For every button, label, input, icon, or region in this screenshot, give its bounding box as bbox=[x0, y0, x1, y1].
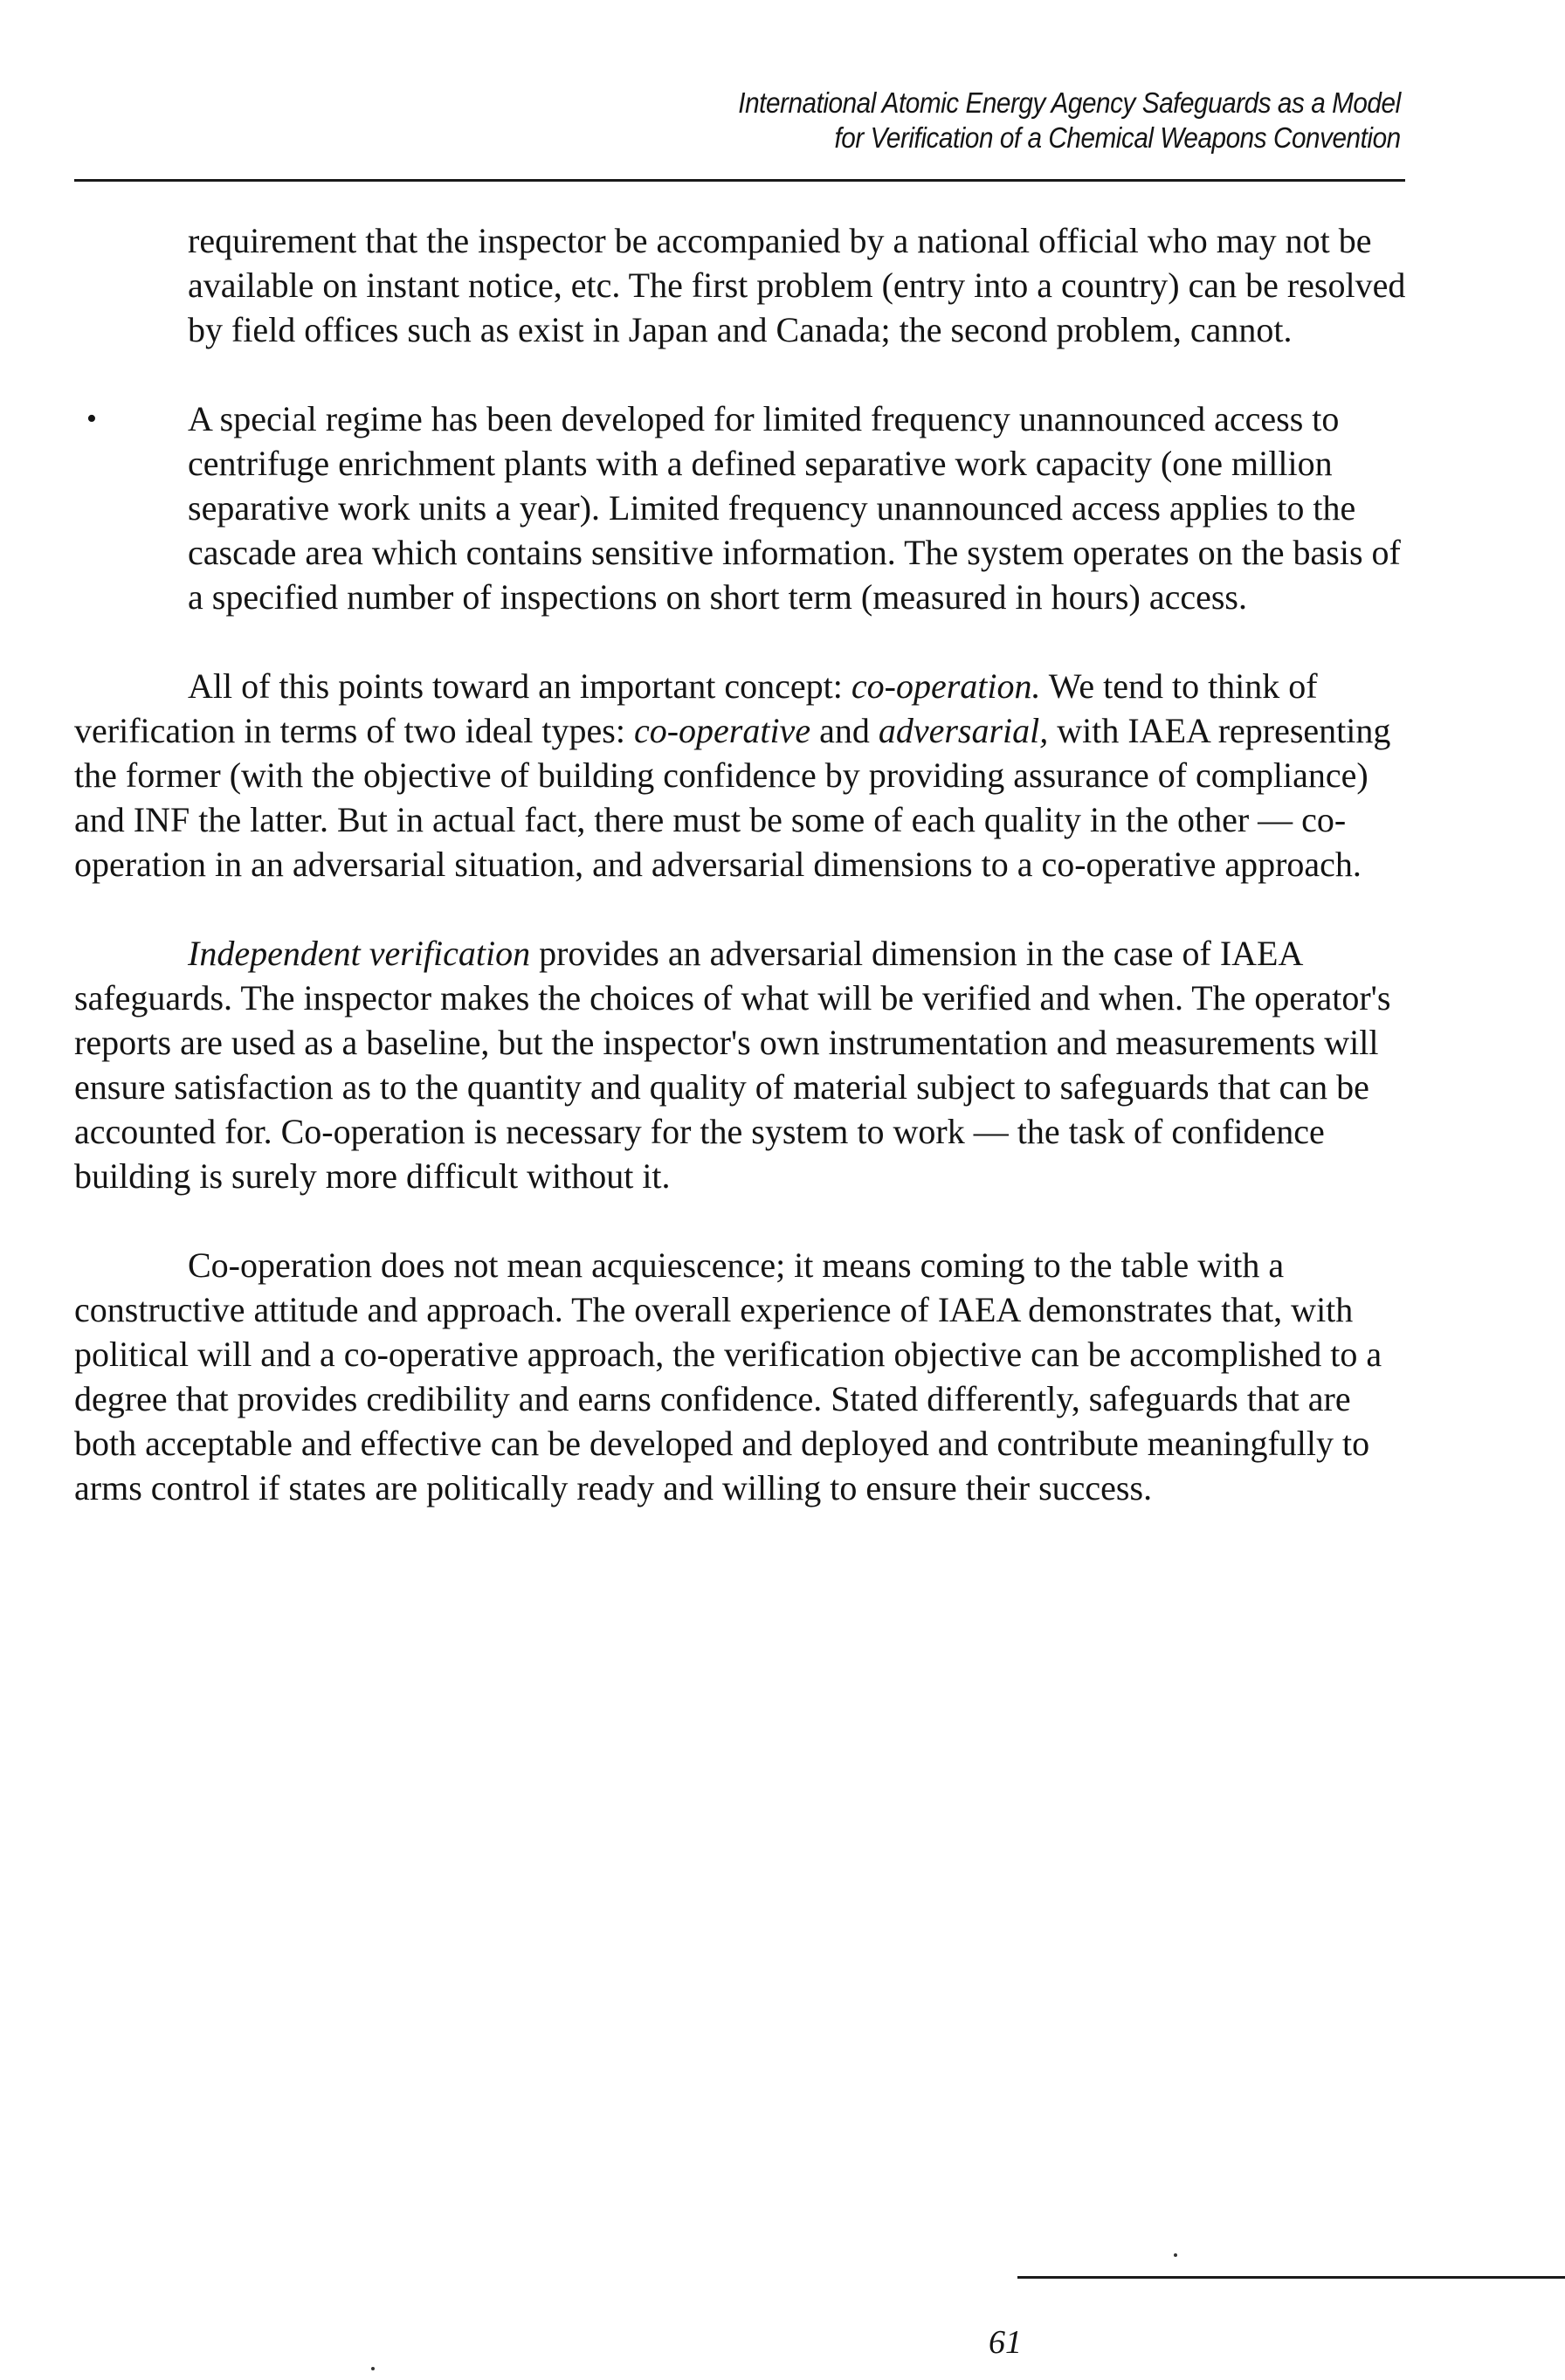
paragraph-co-operation-text-b: We tend to think of verification in terms of two ideal types: bbox=[74, 666, 1318, 750]
paragraph-co-operation-text-d: with IAEA representing the former (with the objective of building confidence by providing assurance of compliance) and INF the latter. But in actual fact, there must be some of each quality in the other — co-operation in an adversarial situation, and adversarial dimensions to a co-operative approach. bbox=[74, 711, 1391, 884]
emphasis-independent-verification: Independent verification bbox=[188, 934, 531, 973]
continuation-paragraph: requirement that the inspector be accompanied by a national official who may not be available on instant notice, etc. The first problem (entry into a country) can be resolved by field offices such as exist in Japan and Canada; the second problem, cannot. bbox=[188, 221, 1406, 349]
paragraph-co-operation-text-a: All of this points toward an important concept: bbox=[188, 666, 851, 706]
emphasis-co-operation: co-operation. bbox=[851, 666, 1041, 706]
bullet-icon: • bbox=[86, 403, 97, 435]
footer-rule bbox=[1017, 2276, 1565, 2279]
paragraph-co-operation bbox=[74, 664, 1406, 886]
emphasis-co-operative: co-operative bbox=[633, 711, 811, 750]
bullet-text: A special regime has been developed for limited frequency unannounced access to centrifuge enrichment plants with a defined separative work capacity (one million separative work units a year). Limited frequency unannounced access applies to the cascade area which contains sensitive information. The system operates on the basis of a specified number of inspections on short term (measured in hours) access. bbox=[188, 399, 1401, 617]
running-header-line-1: International Atomic Energy Agency Safeguards as a Model bbox=[738, 86, 1401, 119]
page-number: 61 bbox=[989, 2324, 1022, 2361]
scan-speck bbox=[1174, 2253, 1177, 2257]
bullet-list-item bbox=[74, 397, 1406, 619]
running-header-line-2: for Verification of a Chemical Weapons Convention bbox=[834, 121, 1401, 154]
emphasis-adversarial: adversarial, bbox=[878, 711, 1049, 750]
paragraph-independent-verification bbox=[74, 931, 1406, 1198]
paragraph-acquiescence: Co-operation does not mean acquiescence; it means coming to the table with a constructive attitude and approach. The overall experience of IAEA demonstrates that, with political will and a co-operative approach, the verification objective can be accomplished to a degree that provides credibility and earns confidence. Stated differently, safeguards that are both acceptable and effective can be developed and deployed and contribute meaningfully to arms control if states are politically ready and willing to ensure their success. bbox=[74, 1245, 1382, 1507]
running-header bbox=[739, 86, 1401, 155]
paragraph-co-operation-text-c: and bbox=[810, 711, 879, 750]
header-rule bbox=[74, 179, 1405, 182]
paragraph-independent-verification-text: provides an adversarial dimension in the case of IAEA safeguards. The inspector makes the choices of what will be verified and when. The operator's reports are used as a baseline, but the inspector's own instrumentation and measurements will ensure satisfaction as to the quantity and quality of material subject to safeguards that can be accounted for. Co-operation is necessary for the system to work — the task of confidence building is surely more difficult without it. bbox=[74, 934, 1391, 1196]
scan-speck bbox=[371, 2367, 375, 2370]
body-text bbox=[74, 218, 1406, 1555]
